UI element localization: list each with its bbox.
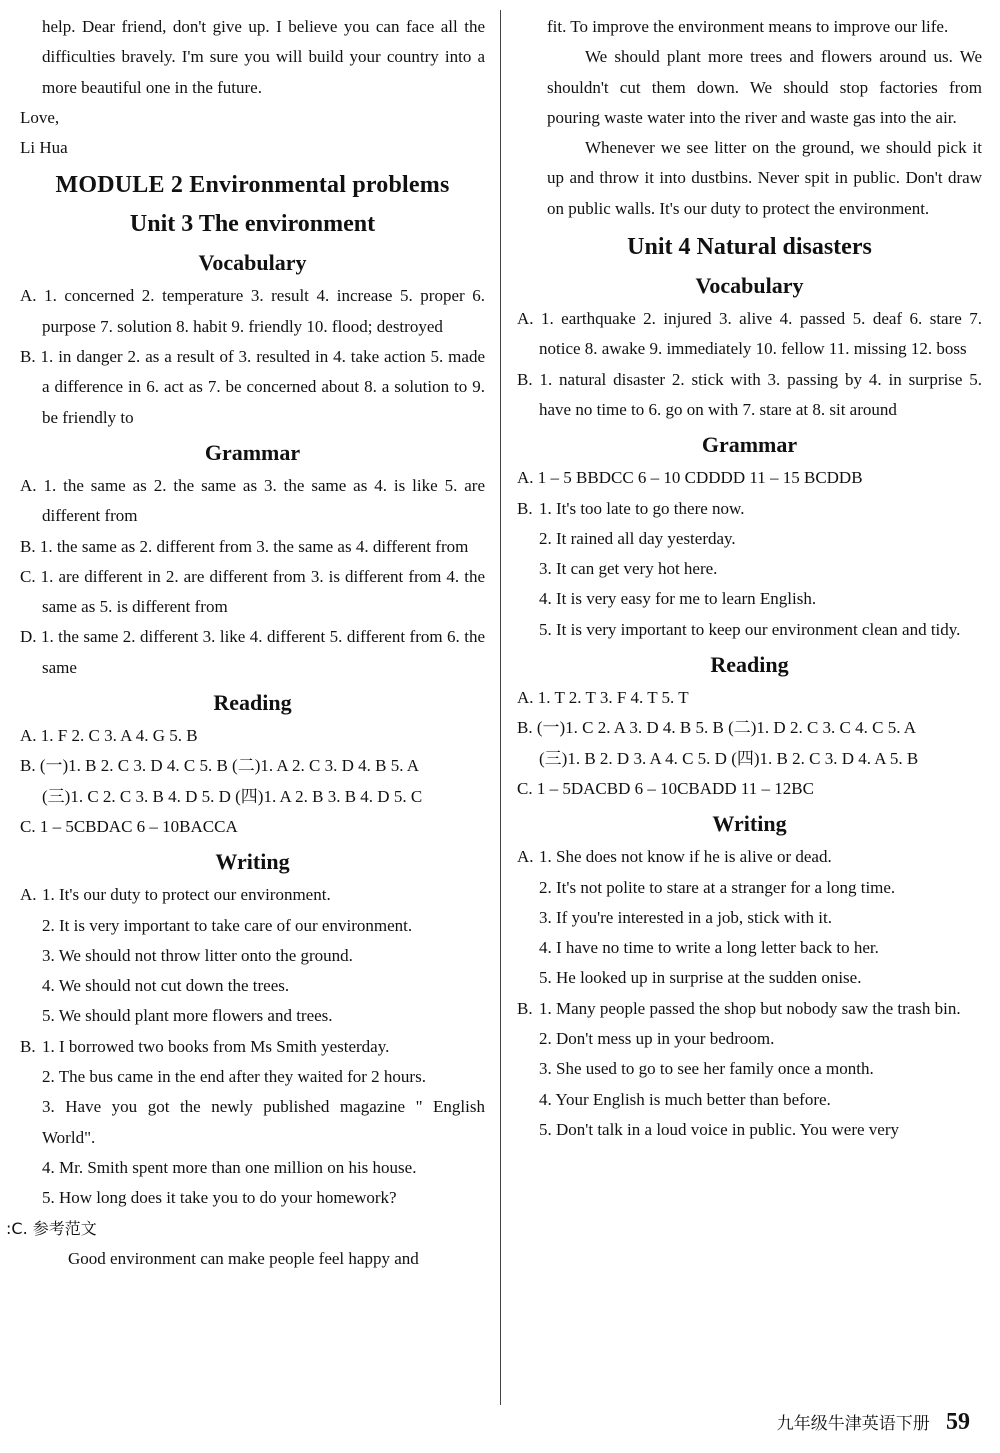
unit3-writing-b-label: B. (20, 1036, 36, 1056)
unit4-writing-b-item: 3. She used to go to see her family once a month. (539, 1059, 874, 1079)
unit3-writing-b-item: 4. Mr. Smith spent more than one million on his house. (42, 1157, 417, 1177)
unit3-reading-b1: B. (一)1. B 2. C 3. D 4. C 5. B (二)1. A 2. C 3. D 4. B 5. A (20, 756, 420, 776)
unit3-writing-b-item: 5. How long does it take you to do your homework? (42, 1188, 397, 1208)
book-title: 九年级牛津英语下册 (776, 1414, 930, 1434)
essay-paragraph-3: Whenever we see litter on the ground, we should pick it up and throw it into dustbins. Never spit in public. Don't draw on public walls. It's our duty to protect the environment. (547, 138, 982, 218)
unit3-grammar-heading: Grammar (204, 439, 301, 465)
unit3-writing-b-item: 2. The bus came in the end after they waited for 2 hours. (42, 1067, 426, 1087)
unit4-grammar-b (517, 494, 982, 645)
unit3-writing-a (20, 880, 485, 1031)
sample-essay-label: :C. 参考范文 (6, 1218, 97, 1238)
unit4-writing-a-item: 2. It's not polite to stare at a stranger for a long time. (539, 877, 896, 897)
unit4-reading-b1: B. (一)1. C 2. A 3. D 4. B 5. B (二)1. D 2. C 3. C 4. C 5. A (517, 718, 917, 738)
unit3-reading-heading: Reading (213, 690, 292, 716)
unit4-reading-heading: Reading (710, 652, 789, 678)
unit3-writing-b-item: 1. I borrowed two books from Ms Smith yesterday. (42, 1036, 390, 1056)
unit4-writing-a-item: 1. She does not know if he is alive or dead. (539, 847, 832, 867)
unit4-writing-a-item: 3. If you're interested in a job, stick with it. (539, 907, 832, 927)
unit3-writing-a-item: 3. We should not throw litter onto the ground. (42, 945, 353, 965)
essay-paragraph-1: fit. To improve the environment means to improve our life. (547, 17, 949, 36)
unit3-reading-a: A. 1. F 2. C 3. A 4. G 5. B (20, 726, 198, 746)
unit4-writing-a-item: 5. He looked up in surprise at the sudden onise. (539, 968, 862, 988)
left-column (6, 12, 485, 1274)
letter-signature: Li Hua (20, 138, 68, 158)
unit3-reading-b2: (三)1. C 2. C 3. B 4. D 5. D (四)1. A 2. B 3. B 4. D 5. C (42, 786, 423, 806)
page-footer (777, 1409, 970, 1436)
unit4-writing-b (517, 994, 982, 1145)
unit3-vocabulary-heading: Vocabulary (198, 250, 307, 276)
unit4-grammar-b-item: 5. It is very important to keep our environment clean and tidy. (539, 619, 961, 639)
unit4-writing-heading: Writing (712, 811, 787, 837)
unit4-reading-b2: (三)1. B 2. D 3. A 4. C 5. D (四)1. B 2. C 3. D 4. A 5. B (539, 748, 919, 768)
unit3-writing-heading: Writing (215, 849, 290, 875)
unit3-writing-a-item: 5. We should plant more flowers and trees. (42, 1006, 333, 1026)
unit3-reading-c: C. 1 – 5CBDAC 6 – 10BACCA (20, 816, 238, 836)
unit4-grammar-b-label: B. (517, 498, 533, 518)
unit3-writing-a-item: 1. It's our duty to protect our environment. (42, 885, 331, 905)
unit4-vocab-a: A. 1. earthquake 2. injured 3. alive 4. passed 5. deaf 6. stare 7. notice 8. awake 9. immediately 10. fellow 11. missing 12. boss (517, 309, 982, 359)
unit4-writing-a (517, 842, 982, 993)
letter-end-paragraph: help. Dear friend, don't give up. I believe you can face all the difficulties bravely. I'm sure you will build your country into a more beautiful one in the future. (42, 17, 485, 97)
unit4-writing-b-item: 4. Your English is much better than before. (539, 1089, 831, 1109)
unit4-writing-b-item: 1. Many people passed the shop but nobody saw the trash bin. (539, 998, 961, 1018)
unit3-grammar-c: C. 1. are different in 2. are different from 3. is different from 4. the same as 5. is different from (20, 566, 485, 617)
unit4-writing-a-item: 4. I have no time to write a long letter back to her. (539, 938, 879, 958)
page-number: 59 (946, 1409, 970, 1435)
unit4-writing-b-label: B. (517, 998, 533, 1018)
unit3-grammar-d: D. 1. the same 2. different 3. like 4. different 5. different from 6. the same (20, 627, 485, 677)
unit-3-title: Unit 3 The environment (129, 211, 376, 238)
sample-essay-start: Good environment can make people feel happy and (68, 1248, 419, 1268)
module-title: MODULE 2 Environmental problems (55, 172, 450, 199)
unit4-grammar-b-item: 3. It can get very hot here. (539, 559, 718, 579)
unit4-writing-a-label: A. (517, 847, 534, 867)
unit4-vocab-b: B. 1. natural disaster 2. stick with 3. passing by 4. in surprise 5. have no time to 6. go on with 7. stare at 8. sit around (517, 369, 982, 419)
unit3-grammar-a: A. 1. the same as 2. the same as 3. the same as 4. is like 5. are different from (20, 475, 485, 526)
unit4-grammar-b-item: 1. It's too late to go there now. (539, 498, 745, 518)
unit-4-title: Unit 4 Natural disasters (627, 234, 872, 261)
unit4-writing-b-item: 2. Don't mess up in your bedroom. (539, 1029, 775, 1049)
unit3-writing-a-item: 4. We should not cut down the trees. (42, 976, 290, 996)
unit4-grammar-a: A. 1 – 5 BBDCC 6 – 10 CDDDD 11 – 15 BCDDB (517, 468, 863, 488)
unit3-writing-b-item: 3. Have you got the newly published magazine " English World". (42, 1097, 485, 1147)
unit3-grammar-b: B. 1. the same as 2. different from 3. the same as 4. different from (20, 536, 469, 556)
unit4-reading-a: A. 1. T 2. T 3. F 4. T 5. T (517, 688, 689, 708)
essay-paragraph-2: We should plant more trees and flowers around us. We shouldn't cut them down. We should stop factories from pouring waste water into the river and waste gas into the air. (547, 47, 982, 127)
right-column (517, 12, 982, 1145)
letter-closing: Love, (20, 107, 60, 127)
unit3-writing-a-label: A. (20, 885, 37, 905)
unit4-grammar-heading: Grammar (701, 432, 798, 458)
unit3-vocab-b: B. 1. in danger 2. as a result of 3. resulted in 4. take action 5. made a difference in 6. act as 7. be concerned about 8. a solution to 9. be friendly to (20, 347, 485, 427)
unit4-grammar-b-item: 4. It is very easy for me to learn English. (539, 589, 817, 609)
column-divider (500, 10, 501, 1405)
unit3-writing-b (20, 1032, 485, 1214)
unit4-vocabulary-heading: Vocabulary (695, 273, 804, 299)
unit4-writing-b-item: 5. Don't talk in a loud voice in public. You were very (539, 1119, 900, 1139)
unit3-writing-a-item: 2. It is very important to take care of our environment. (42, 915, 413, 935)
unit3-vocab-a: A. 1. concerned 2. temperature 3. result 4. increase 5. proper 6. purpose 7. solution 8. habit 9. friendly 10. flood; destroyed (20, 286, 485, 336)
unit4-reading-c: C. 1 – 5DACBD 6 – 10CBADD 11 – 12BC (517, 778, 814, 798)
unit4-grammar-b-item: 2. It rained all day yesterday. (539, 528, 736, 548)
